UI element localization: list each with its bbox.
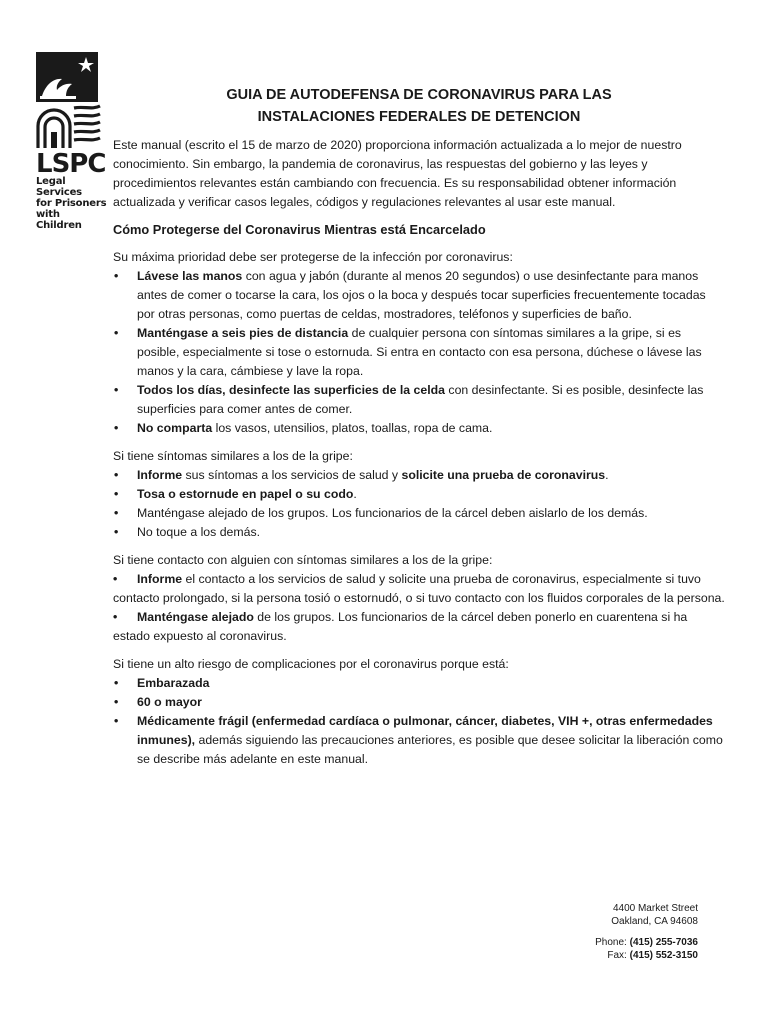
title-line-2: INSTALACIONES FEDERALES DE DETENCION [257, 109, 581, 125]
item-bold: Informe [137, 572, 183, 586]
list-item [113, 267, 725, 324]
intro-paragraph: Este manual (escrito el 15 de marzo de 2020) proporciona información actualizada a lo mejor de nuestro conocimiento. Sin embargo, la pandemia de coronavirus, las respuestas del gobierno y las leyes y procedimientos relevantes están cambiando con frecuencia. Es su responsabilidad obtener información actualizada y verificar casos legales, códigos y regulaciones relevantes al usar este manual. [113, 138, 682, 209]
item-text: de cualquier persona con síntomas similares a la gripe, si es posible, especialmente si tose o estornuda. Si entra en contacto con esa persona, dúchese o lávese las manos y la cara, cámbiese y lave la ropa. [137, 326, 702, 378]
logo-acronym: LSPC [36, 149, 106, 179]
contact-paragraph [113, 608, 725, 646]
contact-paragraph [113, 570, 725, 608]
item-bold: Manténgase alejado [137, 610, 254, 624]
section-contact [113, 551, 725, 646]
document-title [113, 84, 725, 128]
section-heading: Cómo Protegerse del Coronavirus Mientras está Encarcelado [113, 222, 486, 237]
section-lead: Si tiene contacto con alguien con síntomas similares a los de la gripe: [113, 553, 493, 567]
item-text: con agua y jabón (durante al menos 20 segundos) o use desinfectante para manos antes de comer o tocarse la cara, los ojos o la boca y después tocar superficies frecuentemente tocadas por otras personas, como puertas de celdas, mostradores, teléfonos y superficies de baño. [137, 269, 706, 321]
section-symptoms [113, 447, 725, 542]
item-text: de los grupos. Los funcionarios de la cárcel deben ponerlo en cuarentena si ha estado expuesto al coronavirus. [113, 610, 688, 643]
list-item [113, 466, 725, 485]
list-item [113, 712, 725, 769]
list-item [113, 674, 725, 693]
phone-number: (415) 255-7036 [629, 937, 698, 948]
document-body [113, 84, 725, 778]
item-bold: No comparta [137, 421, 213, 435]
street-address: 4400 Market Street [612, 903, 698, 914]
section-lead: Si tiene síntomas similares a los de la gripe: [113, 449, 353, 463]
item-text: Manténgase alejado de los grupos. Los funcionarios de la cárcel deben aislarlo de los demás. [137, 506, 648, 520]
phone-label: Phone: [595, 937, 630, 948]
item-bold: Médicamente frágil (enfermedad cardíaca o pulmonar, cáncer, diabetes, VIH +, otras enfermedades inmunes), [137, 714, 713, 747]
logo-line: with Children [36, 209, 82, 231]
section-protect [113, 248, 725, 438]
item-text: además siguiendo las precauciones anteriores, es posible que desee solicitar la liberación como se describe más adelante en este manual. [137, 733, 723, 766]
item-text: . [353, 487, 357, 501]
bullet-icon: • [113, 610, 118, 624]
item-bold: Embarazada [137, 676, 210, 690]
item-text: los vasos, utensilios, platos, toallas, ropa de cama. [212, 421, 493, 435]
item-text: sus síntomas a los servicios de salud y [182, 468, 402, 482]
bullet-list [113, 267, 725, 438]
title-line-1: GUIA DE AUTODEFENSA DE CORONAVIRUS PARA LAS [226, 87, 612, 103]
logo-line: Legal Services [36, 176, 82, 198]
list-item [113, 693, 725, 712]
item-text: con desinfectante. Si es posible, desinfecte las superficies para comer antes de comer. [137, 383, 704, 416]
address-footer [595, 902, 698, 962]
fax-label: Fax: [607, 950, 630, 961]
item-bold: Informe [137, 468, 183, 482]
list-item [113, 419, 725, 438]
bullet-list [113, 674, 725, 769]
list-item [113, 504, 725, 523]
list-item [113, 324, 725, 381]
logo-line: for Prisoners [36, 198, 107, 209]
lspc-logo [36, 52, 108, 231]
list-item [113, 381, 725, 419]
section-lead: Su máxima prioridad debe ser protegerse de la infección por coronavirus: [113, 250, 513, 264]
item-text: No toque a los demás. [137, 525, 261, 539]
fax-line [595, 949, 698, 962]
item-bold: 60 o mayor [137, 695, 202, 709]
phone-line [595, 936, 698, 949]
fax-number: (415) 552-3150 [629, 950, 698, 961]
item-bold: solicite una prueba de coronavirus [401, 468, 606, 482]
city-address: Oakland, CA 94608 [611, 916, 698, 927]
item-text: el contacto a los servicios de salud y solicite una prueba de coronavirus, especialmente si tuvo contacto prolongado, si la persona tosió o estornudó, o si tuvo contacto con los fluidos corporales de la persona. [113, 572, 725, 605]
item-bold: Todos los días, desinfecte las superficies de la celda [137, 383, 445, 397]
item-bold: Manténgase a seis pies de distancia [137, 326, 349, 340]
lspc-emblem-icon [36, 52, 108, 150]
bullet-icon: • [113, 572, 118, 586]
list-item [113, 485, 725, 504]
item-text: . [605, 468, 609, 482]
list-item [113, 523, 725, 542]
bullet-list [113, 466, 725, 542]
item-bold: Tosa o estornude en papel o su codo [137, 487, 354, 501]
section-high-risk [113, 655, 725, 769]
section-lead: Si tiene un alto riesgo de complicaciones por el coronavirus porque está: [113, 657, 509, 671]
item-bold: Lávese las manos [137, 269, 243, 283]
